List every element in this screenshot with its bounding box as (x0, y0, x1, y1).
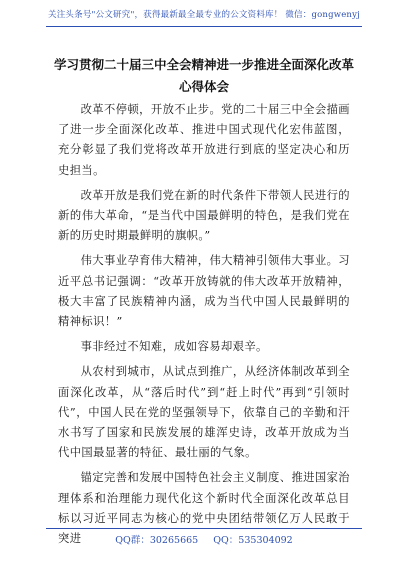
footer (0, 532, 408, 546)
paragraph: 事非经过不知难，成如容易却艰辛。 (80, 340, 268, 354)
paragraph: 伟大事业孕育伟大精神，伟大精神引领伟大事业。习近平总书记强调：“改革开放铸就的伟大改革开放精神，极大丰富了民族精神内涵，成为当代中国人民最鲜明的精神标识！” (58, 254, 350, 329)
footer-qq: QQ：535304092 (213, 535, 293, 546)
footer-qq-group: QQ群：30265665 (115, 535, 199, 546)
header-divider (46, 26, 362, 27)
paragraph: 锚定完善和发展中国特色社会主义制度、推进国家治理体系和治理能力现代化这个新时代全面深化改革总目标以习近平同志为核心的党中央团结带领亿万人民敢于突进 (58, 471, 350, 546)
paragraph: 改革开放是我们党在新的时代条件下带领人民进行的新的伟大革命，“是当代中国最鲜明的特色，是我们党在新的历史时期最鲜明的旗帜。” (58, 188, 350, 243)
paragraph: 改革不停顿，开放不止步。党的二十届三中全会描画了进一步全面深化改革、推进中国式现代化宏伟蓝图，充分彰显了我们党将改革开放进行到底的坚定决心和历史担当。 (58, 103, 350, 177)
footer-divider (46, 528, 362, 529)
paragraph: 从农村到城市，从试点到推广，从经济体制改革到全面深化改革，从“落后时代”到“赶上时代”再到“引领时代”，中国人民在党的坚强领导下，依靠自己的辛勤和汗水书写了国家和民族发展的雄浑史诗，改革开放成为当代中国最显著的特征、最壮丽的气象。 (58, 365, 350, 460)
document-body (58, 100, 350, 554)
header-banner: 关注头条号"公文研究"，获得最新最全最专业的公文资料库！ 微信：gongwenyj (48, 10, 360, 20)
document-title: 学习贯彻二十届三中全会精神进一步推进全面深化改革心得体会 (53, 57, 354, 94)
